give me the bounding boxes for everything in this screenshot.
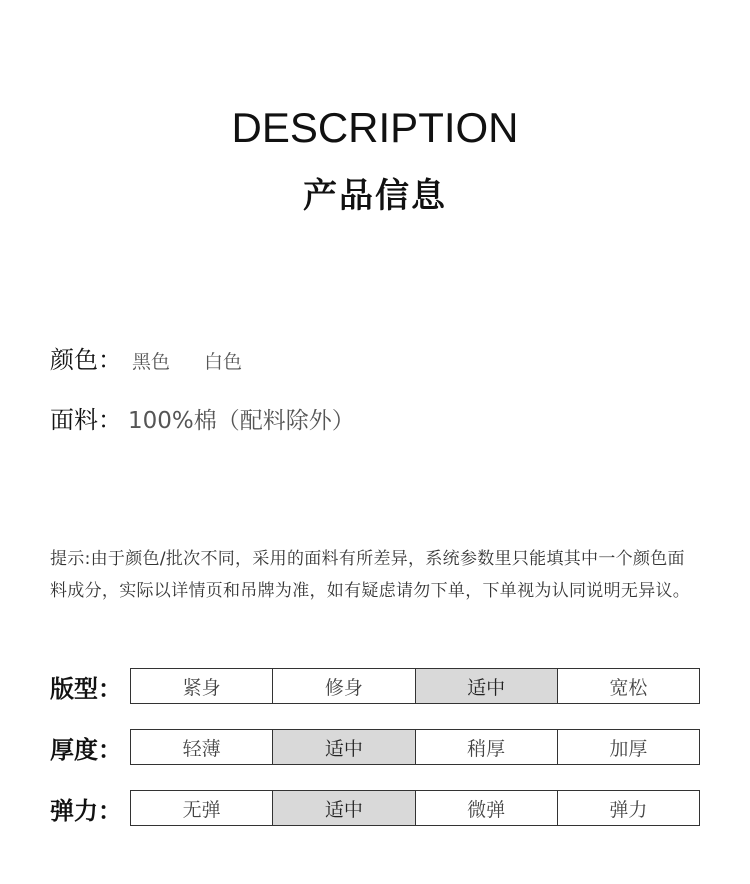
spec-option-selected: 适中 bbox=[415, 669, 557, 703]
color-attribute bbox=[50, 340, 242, 375]
color-values bbox=[132, 347, 242, 374]
spec-row-fit bbox=[50, 668, 700, 704]
spec-option: 轻薄 bbox=[182, 737, 221, 760]
spec-scale bbox=[130, 729, 700, 765]
fabric-attribute bbox=[50, 400, 355, 435]
spec-scale bbox=[130, 790, 700, 826]
spec-label: 厚度： bbox=[50, 735, 122, 764]
spec-option: 紧身 bbox=[182, 676, 221, 699]
spec-option: 稍厚 bbox=[415, 730, 557, 764]
spec-option: 微弹 bbox=[415, 791, 557, 825]
spec-option: 弹力 bbox=[557, 791, 699, 825]
fabric-label: 面料： bbox=[50, 406, 122, 434]
spec-row-elasticity bbox=[50, 790, 700, 826]
spec-option-selected: 适中 bbox=[272, 730, 414, 764]
spec-scale bbox=[130, 668, 700, 704]
spec-label: 版型： bbox=[50, 674, 122, 703]
fabric-value: 100%棉（配料除外） bbox=[128, 408, 355, 434]
spec-option: 修身 bbox=[272, 669, 414, 703]
color-label: 颜色： bbox=[50, 346, 122, 374]
spec-option: 无弹 bbox=[182, 798, 221, 821]
page-title-cn: 产品信息 bbox=[303, 176, 447, 216]
spec-option-selected: 适中 bbox=[272, 791, 414, 825]
spec-option: 加厚 bbox=[557, 730, 699, 764]
color-value: 黑色 bbox=[132, 351, 171, 373]
notice-text: 提示:由于颜色/批次不同，采用的面料有所差异，系统参数里只能填其中一个颜色面料成分，实际以详情页和吊牌为准，如有疑虑请勿下单，下单视为认同说明无异议。 bbox=[50, 549, 691, 601]
color-value: 白色 bbox=[204, 351, 243, 373]
spec-option: 宽松 bbox=[557, 669, 699, 703]
page-title-en: DESCRIPTION bbox=[231, 104, 519, 151]
spec-label: 弹力： bbox=[50, 796, 122, 825]
spec-row-thickness bbox=[50, 729, 700, 765]
